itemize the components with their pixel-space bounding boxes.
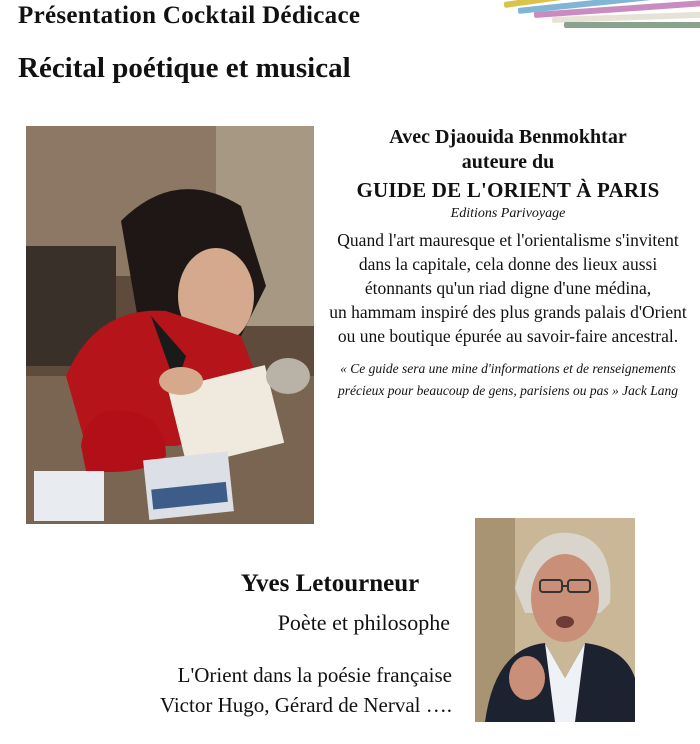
poet-name: Yves Letourneur: [240, 570, 420, 597]
description-line: un hammam inspiré des plus grands palais d'Orient: [329, 302, 687, 322]
author-role: auteure du: [461, 151, 555, 173]
author-photo: [26, 126, 314, 524]
event-title: Présentation Cocktail Dédicace: [18, 2, 361, 29]
description-line: ou une boutique épurée au savoir-faire ancestral.: [337, 326, 679, 346]
event-subtitle: Récital poétique et musical: [18, 52, 351, 84]
description-line: Quand l'art mauresque et l'orientalisme s'invitent: [337, 230, 679, 250]
poet-poets: Victor Hugo, Gérard de Nerval ….: [159, 693, 452, 717]
quote-line: précieux pour beaucoup de gens, parisiens ou pas » Jack Lang: [337, 383, 679, 398]
author-intro: Avec Djaouida Benmokhtar: [389, 126, 627, 148]
poet-topic: L'Orient dans la poésie française: [177, 663, 452, 687]
poet-photo: [475, 518, 635, 722]
author-photo-icon: [26, 126, 314, 524]
description-line: dans la capitale, cela donne des lieux aussi: [358, 254, 658, 274]
author-info: [316, 126, 700, 402]
press-quote: [316, 358, 700, 402]
book-description: [316, 228, 700, 348]
poet-photo-icon: [475, 518, 635, 722]
books-stack-icon: [494, 0, 700, 30]
book-title: GUIDE DE L'ORIENT À PARIS: [356, 178, 660, 202]
description-line: étonnants qu'un riad digne d'une médina,: [364, 278, 652, 298]
publisher: Editions Parivoyage: [450, 206, 566, 221]
poet-role: Poète et philosophe: [277, 610, 450, 635]
quote-line: « Ce guide sera une mine d'informations et de renseignements: [340, 361, 676, 376]
